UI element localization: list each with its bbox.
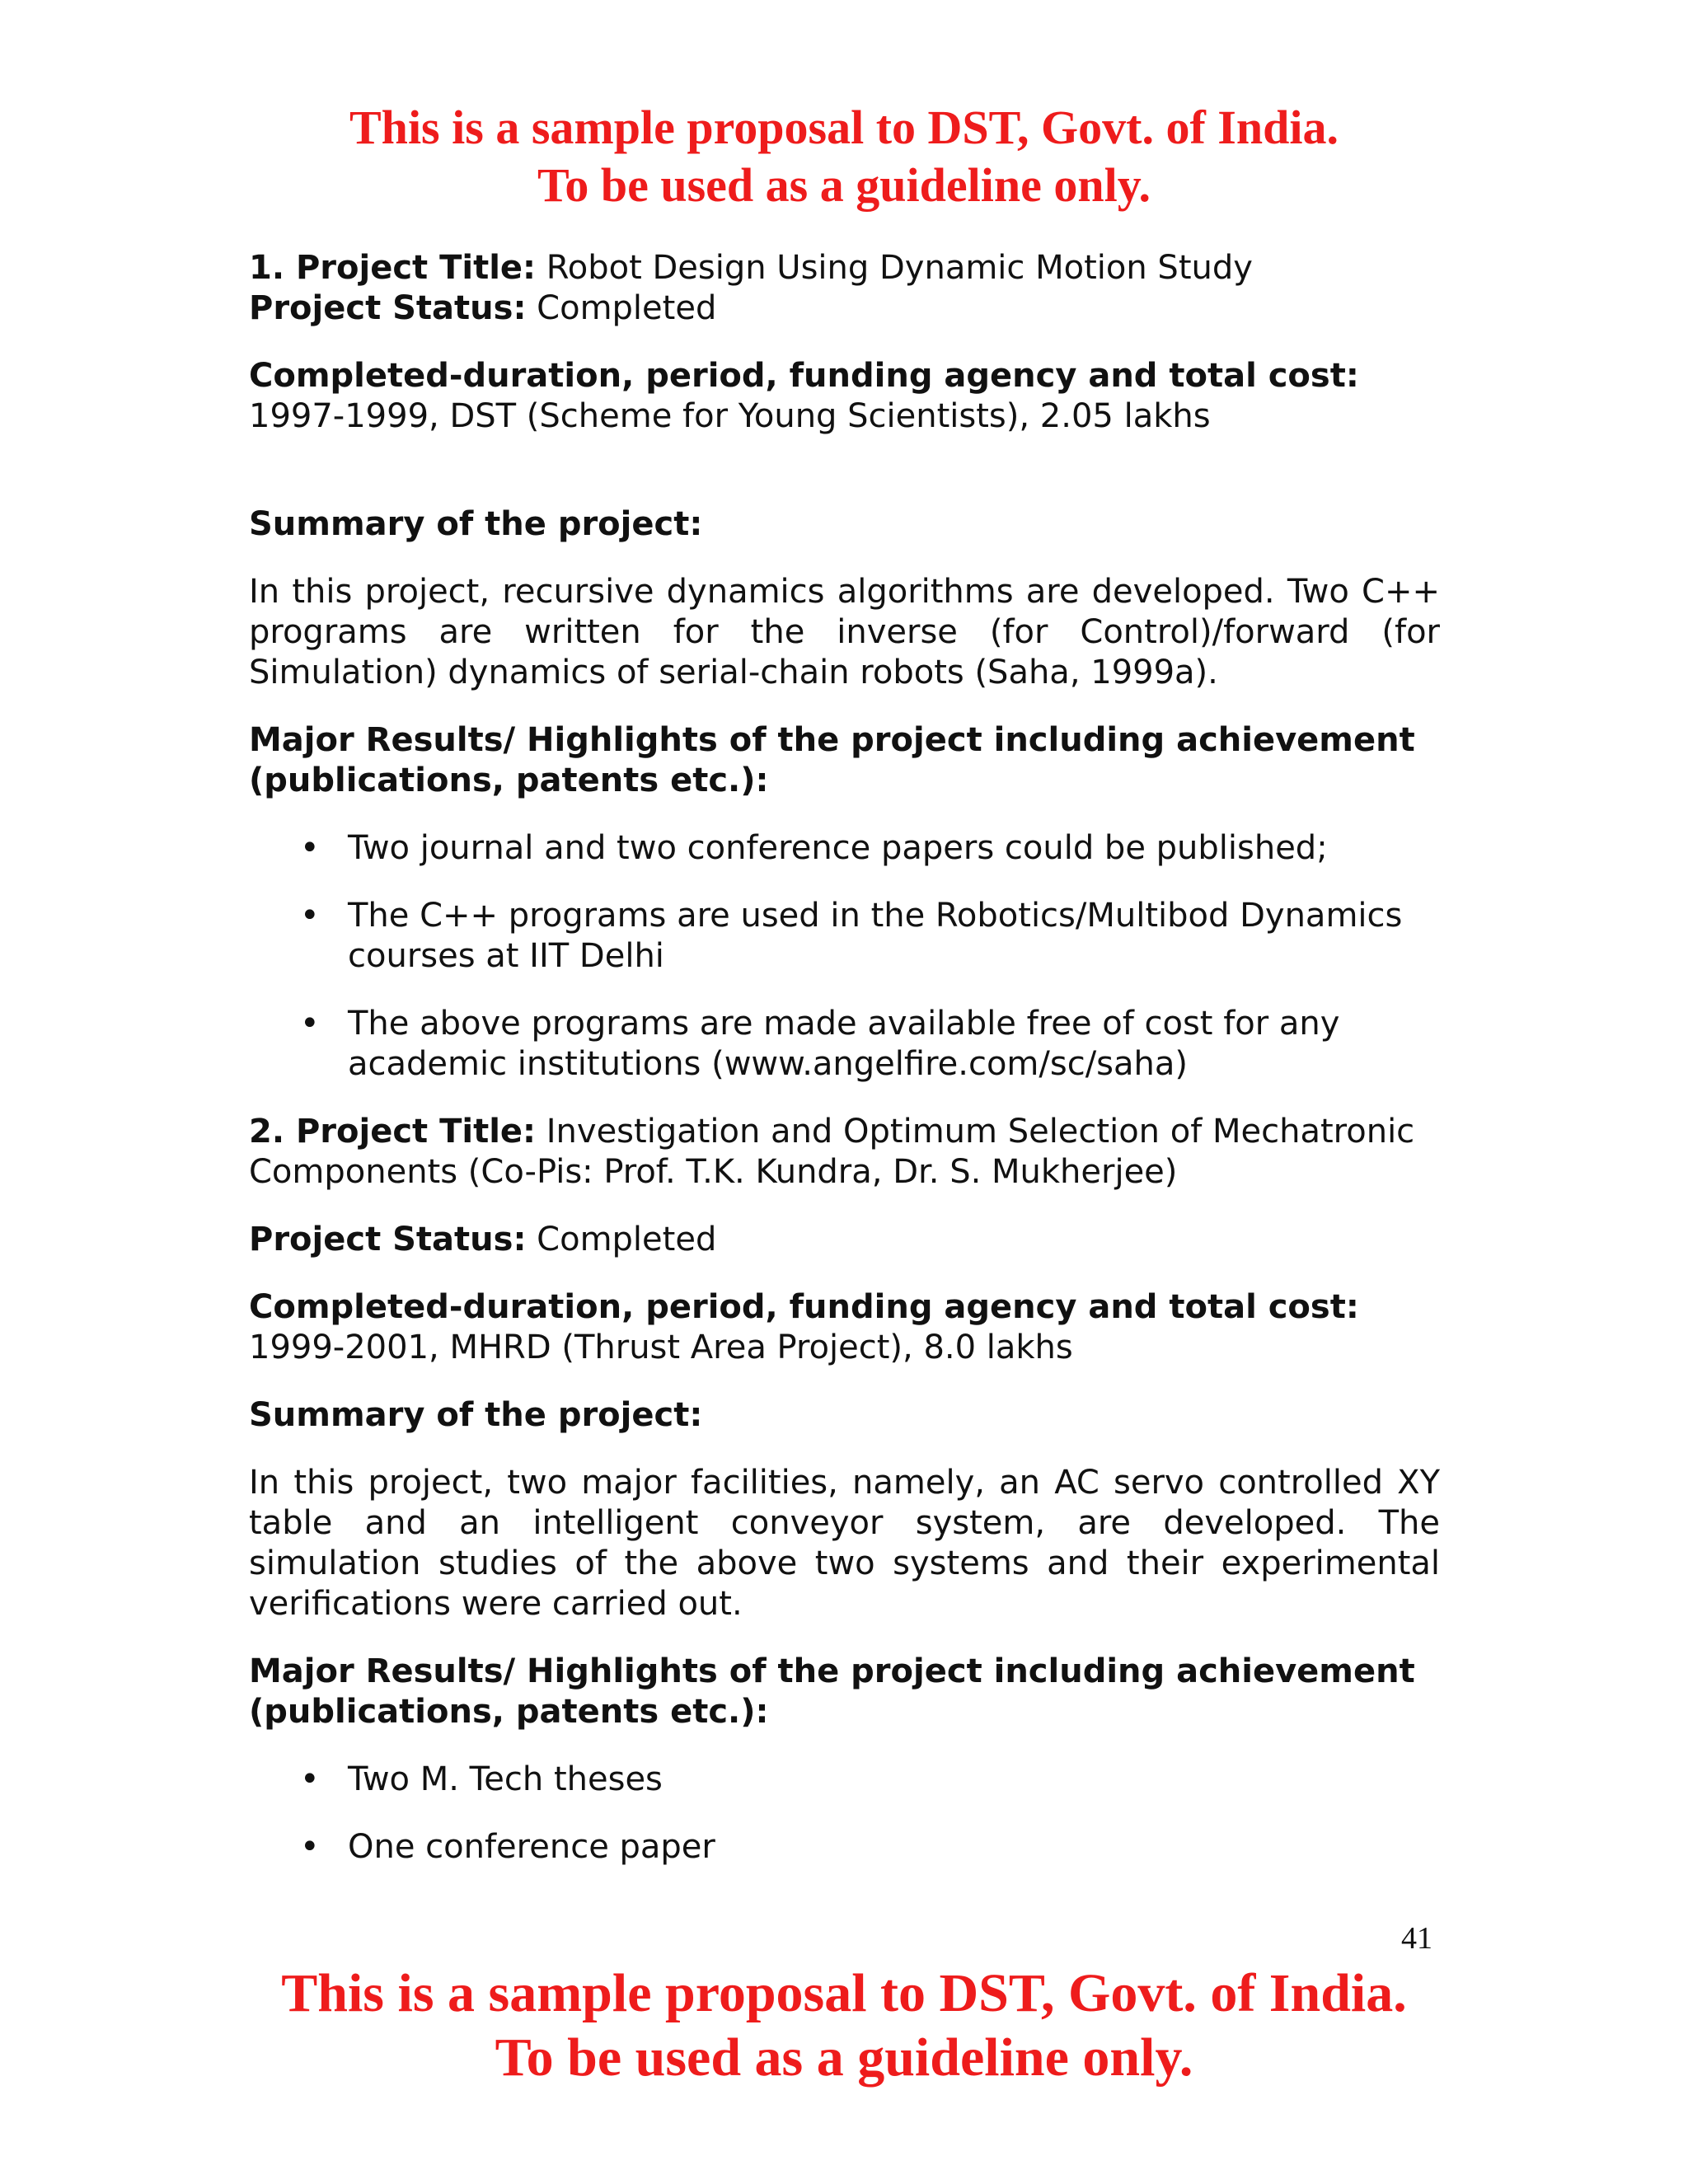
project-2-status-line	[249, 1220, 1440, 1260]
watermark-line-2: To be used as a guideline only.	[537, 158, 1151, 212]
list-item	[249, 1760, 1440, 1800]
watermark-line-1: This is a sample proposal to DST, Govt. of India.	[349, 101, 1339, 154]
watermark-line-2: To be used as a guideline only.	[495, 2027, 1193, 2088]
project-1	[249, 248, 1440, 1085]
list-item	[249, 896, 1440, 977]
list-item-text: The C++ programs are used in the Robotics/Multibod Dynamics courses at IIT Delhi	[348, 897, 1403, 975]
project-status-label: Project Status:	[249, 1221, 527, 1258]
project-2-cost-label: Completed-duration, period, funding agency and total cost:	[249, 1288, 1359, 1326]
list-item	[249, 828, 1440, 869]
list-item-text: One conference paper	[348, 1828, 715, 1866]
project-status: Completed	[537, 1221, 717, 1258]
project-1-summary-label: Summary of the project:	[249, 505, 703, 543]
project-status-label: Project Status:	[249, 289, 527, 327]
list-item	[249, 1827, 1440, 1868]
project-1-results-list	[249, 828, 1440, 1085]
project-1-results-label: Major Results/ Highlights of the project including achievement (publications, patents etc.):	[249, 721, 1415, 799]
watermark-line-1: This is a sample proposal to DST, Govt. of India.	[281, 1963, 1407, 2023]
watermark-bottom	[0, 1961, 1688, 2090]
list-item-text: Two M. Tech theses	[348, 1760, 663, 1798]
project-2-summary-label: Summary of the project:	[249, 1396, 703, 1434]
bullet-icon: •	[300, 1760, 320, 1798]
list-item	[249, 1004, 1440, 1085]
project-title: Robot Design Using Dynamic Motion Study	[546, 249, 1253, 287]
project-title-label: 1. Project Title:	[249, 249, 537, 287]
page-number: 41	[1401, 1921, 1432, 1956]
project-title: Investigation and Optimum Selection of Mechatronic Components (Co-Pis: Prof. T.K. Kundra, Dr. S. Mukherjee)	[249, 1113, 1415, 1191]
project-2-results-label: Major Results/ Highlights of the project including achievement (publications, patents etc.):	[249, 1652, 1415, 1731]
project-2-summary: In this project, two major facilities, namely, an AC servo controlled XY table and an intelligent conveyor system, are developed. The simulation studies of the above two systems and their experimental verifications were carried out.	[249, 1464, 1440, 1623]
project-2-title-line	[249, 1112, 1440, 1193]
bullet-icon: •	[300, 829, 320, 867]
bullet-icon: •	[300, 1828, 320, 1866]
project-1-summary: In this project, recursive dynamics algorithms are developed. Two C++ programs are written for the inverse (for Control)/forward (for Simulation) dynamics of serial-chain robots (Saha, 1999a).	[249, 573, 1440, 691]
project-1-cost: 1997-1999, DST (Scheme for Young Scientists), 2.05 lakhs	[249, 397, 1211, 435]
project-title-label: 2. Project Title:	[249, 1113, 537, 1151]
project-status: Completed	[537, 289, 717, 327]
watermark-top	[0, 99, 1688, 214]
project-1-title-line	[249, 248, 1440, 288]
bullet-icon: •	[300, 1005, 320, 1043]
list-item-text: Two journal and two conference papers could be published;	[348, 829, 1328, 867]
project-1-status-line	[249, 288, 1440, 329]
bullet-icon: •	[300, 897, 320, 935]
project-2	[249, 1112, 1440, 1868]
project-2-cost: 1999-2001, MHRD (Thrust Area Project), 8.0 lakhs	[249, 1329, 1073, 1366]
project-2-results-list	[249, 1760, 1440, 1868]
document-body	[249, 248, 1440, 1868]
project-1-cost-label: Completed-duration, period, funding agency and total cost:	[249, 357, 1359, 395]
list-item-text: The above programs are made available free of cost for any academic institutions (www.angelfire.com/sc/saha)	[348, 1005, 1340, 1083]
